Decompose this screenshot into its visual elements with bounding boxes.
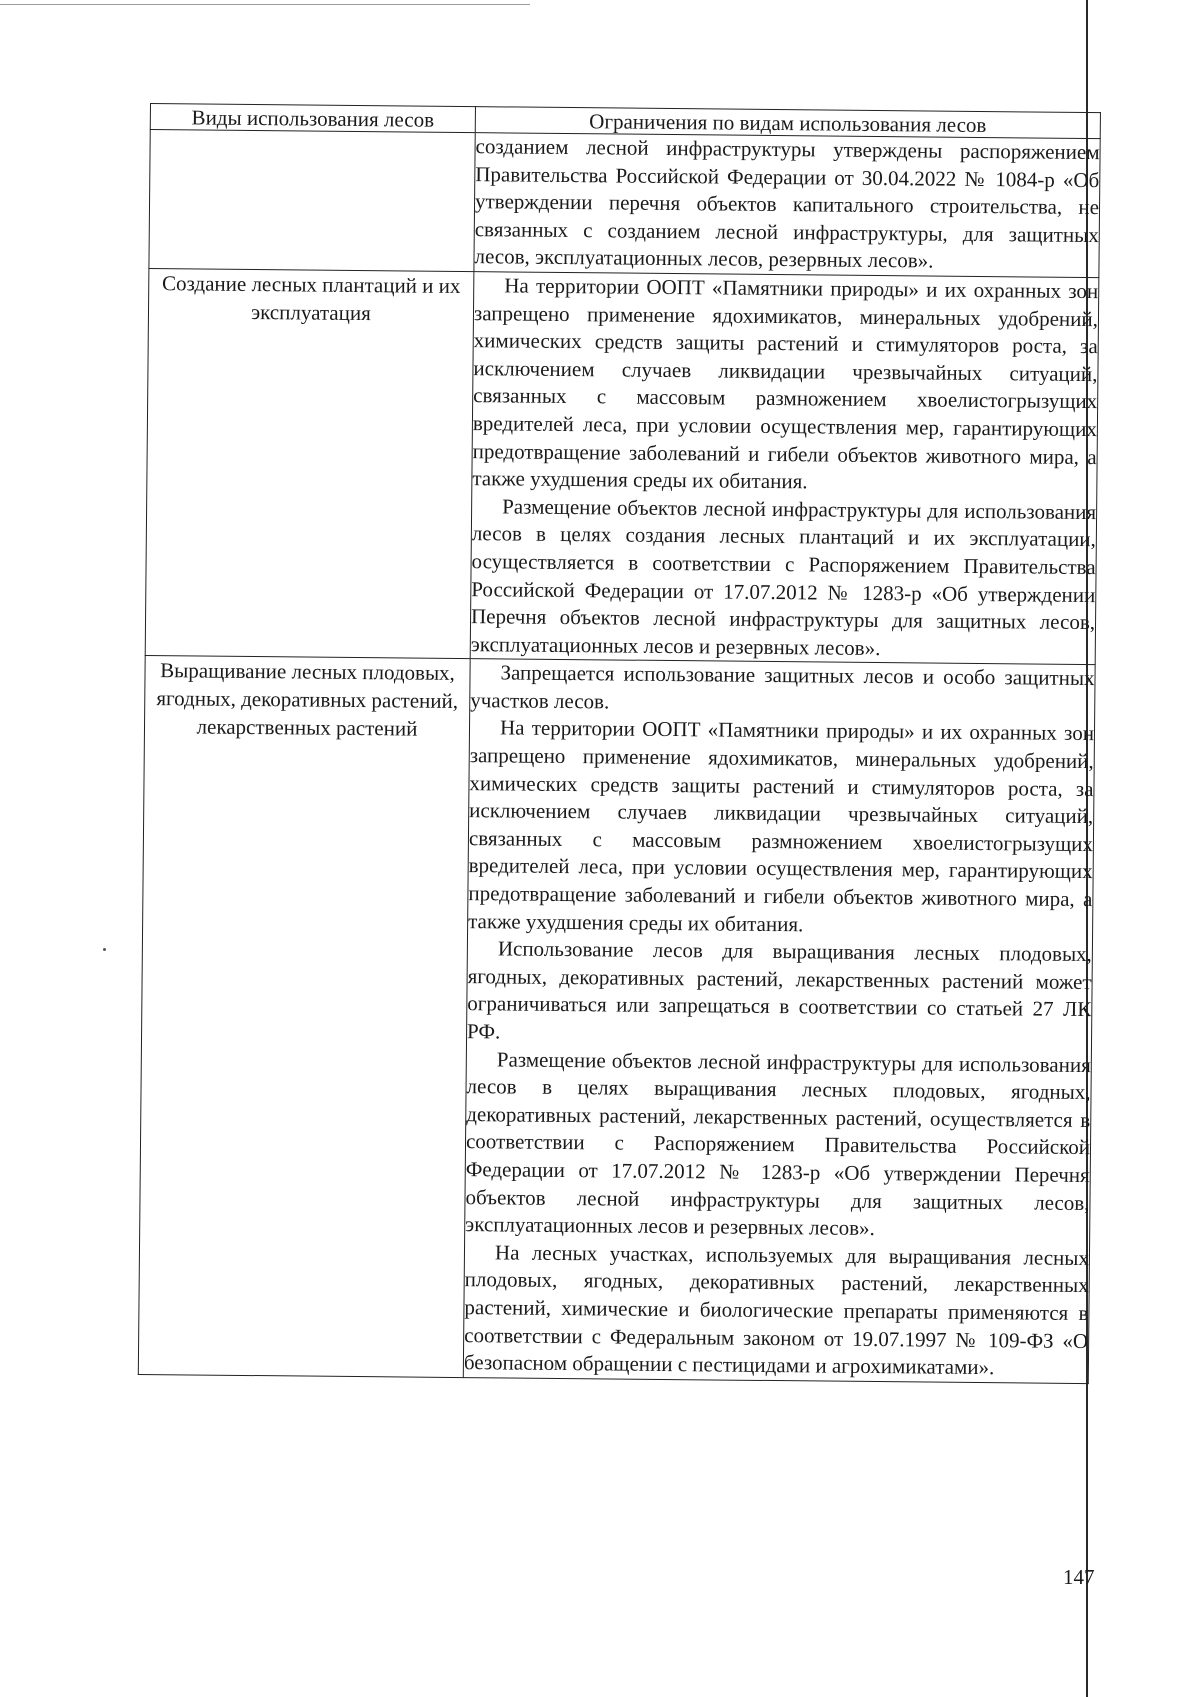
usage-limits-cell bbox=[474, 133, 1100, 278]
limits-paragraph: Запрещается использование защитных лесов и особо защитных участков лесов. bbox=[470, 660, 1095, 714]
page-number: 147 bbox=[1063, 1565, 1095, 1589]
usage-kind-cell: Выращивание лесных плодовых, ягодных, декоративных растений, лекарственных растений bbox=[138, 656, 470, 1378]
limits-paragraph: созданием лесной инфраструктуры утверждены распоряжением Правительства Российской Федерации от 30.04.2022 № 1084-р «Об утверждении перечня объектов капитального строительства, не связанных с созданием лесной инфраструктуры, для защитных лесов, эксплуатационных лесов, резервных лесов». bbox=[474, 134, 1100, 273]
limits-paragraph: Размещение объектов лесной инфраструктуры для использования лесов в целях выращивания лесных плодовых, ягодных, декоративных растений, лекарственных растений, осуществляется в соответствии с Распоряжением Правительства Российской Федерации от 17.07.2012 № 1283-р «Об утверждении Перечня объектов лесной инфраструктуры для защитных лесов, эксплуатационных лесов и резервных лесов». bbox=[465, 1046, 1091, 1241]
table-row bbox=[145, 268, 1099, 664]
limits-paragraph: На территории ООПТ «Памятники природы» и их охранных зон запрещено применение ядохимикатов, минеральных удобрений, химических средств защиты растений и стимуляторов роста, за исключением случаев ликвидации чрезвычайных ситуаций, связанных с массовым размножением хвоелистогрызущих вредителей леса, при условии осуществления мер, гарантирующих предотвращение заболеваний и гибели объектов животного мира, а также ухудшения среды их обитания. bbox=[468, 715, 1095, 936]
usage-limits-cell bbox=[463, 659, 1095, 1383]
usage-kind-cell bbox=[149, 130, 475, 272]
limits-paragraph: Использование лесов для выращивания лесных плодовых, ягодных, декоративных растений, лекарственных растений может ограничиваться или запрещаться в соответствии со статьей 27 ЛК РФ. bbox=[466, 936, 1092, 1044]
limits-paragraph: На лесных участках, используемых для выращивания лесных плодовых, ягодных, декоративных растений, лекарственных растений, химические и биологические препараты применяются в соответствии с Федеральным законом от 19.07.1997 № 109-ФЗ «О безопасном обращении с пестицидами и агрохимикатами». bbox=[463, 1240, 1090, 1380]
limits-paragraph: На территории ООПТ «Памятники природы» и их охранных зон запрещено применение ядохимикатов, минеральных удобрений, химических средств защиты растений и стимуляторов роста, за исключением случаев ликвидации чрезвычайных ситуаций, связанных с массовым размножением хвоелистогрызущих вредителей леса, при условии осуществления мер, гарантирующих предотвращение заболеваний и гибели объектов животного мира, а также ухудшения среды их обитания. bbox=[472, 273, 1099, 494]
scan-edge-line bbox=[0, 4, 530, 5]
usage-limits-cell bbox=[470, 272, 1099, 665]
header-usage-kinds: Виды использования лесов bbox=[150, 104, 475, 133]
usage-kind-cell: Создание лесных плантаций и их эксплуатация bbox=[145, 268, 474, 658]
limits-paragraph: Размещение объектов лесной инфраструктуры для использования лесов в целях создания лесных плантаций и их эксплуатации, осуществляется в соответствии с Распоряжением Правительства Российской Федерации от 17.07.2012 № 1283-р «Об утверждении Перечня объектов лесной инфраструктуры для защитных лесов, эксплуатационных лесов и резервных лесов». bbox=[470, 494, 1097, 660]
header-usage-limits: Ограничения по видам использования лесов bbox=[475, 107, 1100, 139]
forest-usage-table bbox=[138, 103, 1101, 1384]
table-row bbox=[138, 656, 1095, 1384]
document-page bbox=[138, 103, 1100, 1384]
table-row bbox=[149, 130, 1100, 278]
scan-speck bbox=[103, 948, 106, 951]
